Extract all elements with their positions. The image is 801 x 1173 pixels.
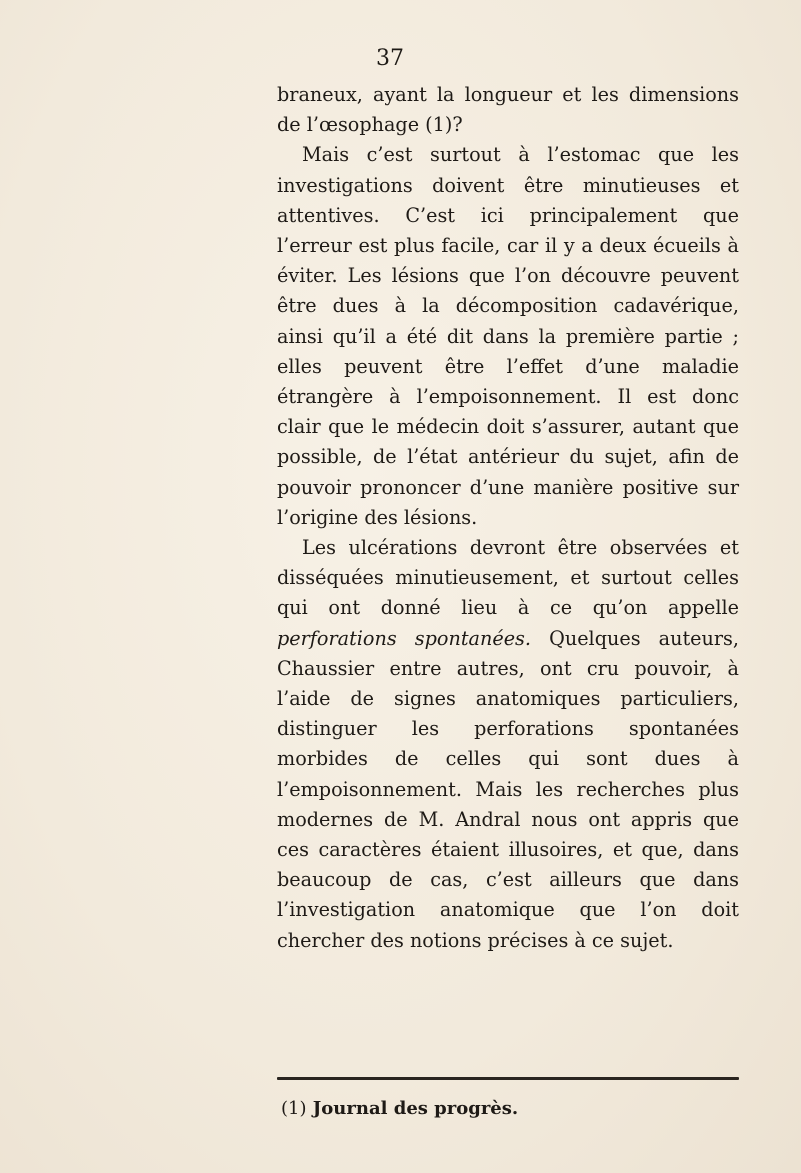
paragraph-ulcerations-end: Quelques auteurs, Chaussier entre autres, ont cru pouvoir, à l’aide de signes anatomiques particuliers, distinguer les perforations spontanées morbides de celles qui sont dues à l’empoisonnement. Mais les recherches plus modernes de M. Andral nous ont appris que ces caractères étaient illusoires, et que, dans beaucoup de cas, c’est ailleurs que dans l’investigation anatomique que l’on doit chercher des notions précises à ce sujet.: [277, 626, 739, 952]
footnote-text: Journal des progrès.: [312, 1098, 519, 1119]
footnote-divider: [277, 1077, 739, 1080]
paragraph-ulcerations-start: Les ulcérations devront être observées et disséquées minutieusement, et surtout celles qui ont donné lieu à ce qu’on appelle: [277, 536, 739, 620]
paragraph-ulcerations: [277, 533, 739, 956]
paragraph-continuation: braneux, ayant la longueur et les dimensions de l’œsophage (1)?: [277, 83, 739, 137]
main-text: [277, 80, 739, 956]
footnote-marker: (1): [281, 1098, 307, 1119]
italic-term: perforations spontanées.: [277, 626, 531, 650]
paragraph-estomac: Mais c’est surtout à l’estomac que les investigations doivent être minutieuses et attentives. C’est ici principalement que l’erreur est plus facile, car il y a deux écueils à éviter. Les lésions que l’on découvre peuvent être dues à la décomposition cadavérique, ainsi qu’il a été dit dans la première partie ; elles peuvent être l’effet d’une maladie étrangère à l’empoisonnement. Il est donc clair que le médecin doit s’assurer, autant que possible, de l’état antérieur du sujet, afin de pouvoir prononcer d’une manière positive sur l’origine des lésions.: [277, 143, 739, 529]
footnote: [281, 1098, 518, 1119]
page-number: 37: [376, 46, 404, 71]
